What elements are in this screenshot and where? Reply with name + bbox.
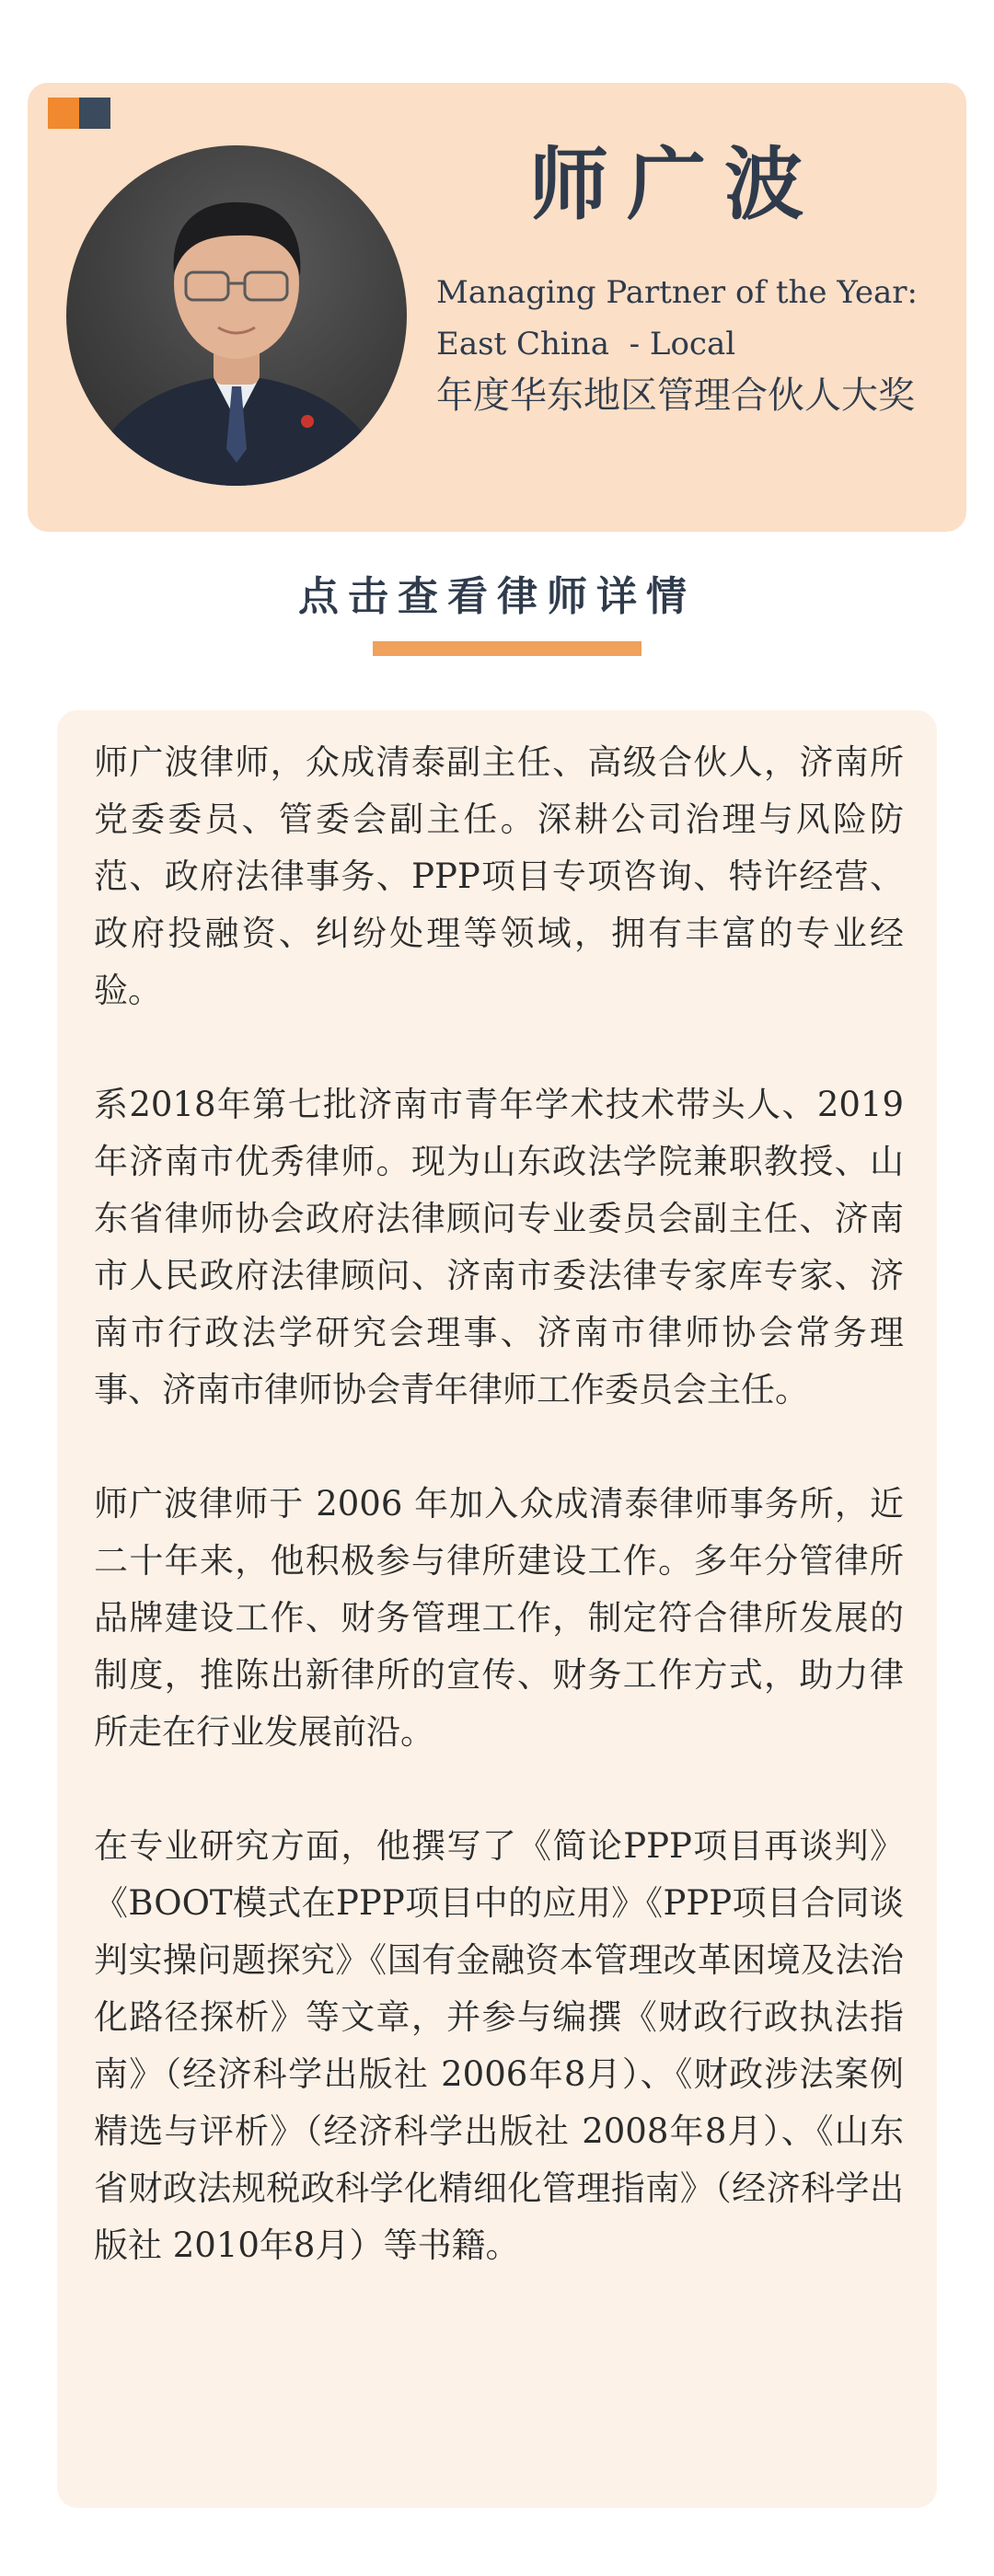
corner-decoration	[48, 98, 110, 129]
bio-paragraph: 师广波律师于 2006 年加入众成清泰律师事务所，近二十年来，他积极参与律所建设工作。多年分管律所品牌建设工作、财务管理工作，制定符合律所发展的制度，推陈出新律所的宣传、财务工作方式，助力律所走在行业发展前沿。	[94, 1484, 904, 1752]
view-lawyer-details-link[interactable]: 点击查看律师详情	[298, 573, 696, 620]
orange-square-decoration	[48, 98, 79, 129]
award-title-en-line2: East China - Local	[436, 326, 736, 362]
biography-text	[94, 734, 904, 2274]
biography-card	[57, 710, 937, 2508]
navy-square-decoration	[79, 98, 110, 129]
award-title-cn: 年度华东地区管理合伙人大奖	[436, 374, 915, 417]
profile-card	[28, 83, 966, 532]
bio-paragraph: 系2018年第七批济南市青年学术技术带头人、2019年济南市优秀律师。现为山东政法学院兼职教授、山东省律师协会政府法律顾问专业委员会副主任、济南市人民政府法律顾问、济南市委法律专家库专家、济南市行政法学研究会理事、济南市律师协会常务理事、济南市律师协会青年律师工作委员会主任。	[94, 1085, 904, 1409]
link-underline-decoration	[373, 641, 641, 656]
bio-paragraph: 师广波律师，众成清泰副主任、高级合伙人，济南所党委委员、管委会副主任。深耕公司治理与风险防范、政府法律事务、PPP项目专项咨询、特许经营、政府投融资、纠纷处理等领域，拥有丰富的专业经验。	[94, 742, 904, 1010]
avatar	[66, 145, 407, 486]
lawyer-name: 师广波	[529, 139, 822, 231]
portrait-illustration	[66, 145, 407, 486]
bio-paragraph: 在专业研究方面，他撰写了《简论PPP项目再谈判》《BOOT模式在PPP项目中的应用》《PPP项目合同谈判实操问题探究》《国有金融资本管理改革困境及法治化路径探析》等文章，并参与编撰《财政行政执法指南》（经济科学出版社 2006年8月）、《财政涉法案例精选与评析》（经济科学出版社 2008年8月）、《山东省财政法规税政科学化精细化管理指南》（经济科学出版社 2010年8月）等书籍。	[94, 1826, 904, 2265]
award-title-en	[436, 267, 952, 370]
award-title-en-line1: Managing Partner of the Year:	[436, 274, 918, 311]
